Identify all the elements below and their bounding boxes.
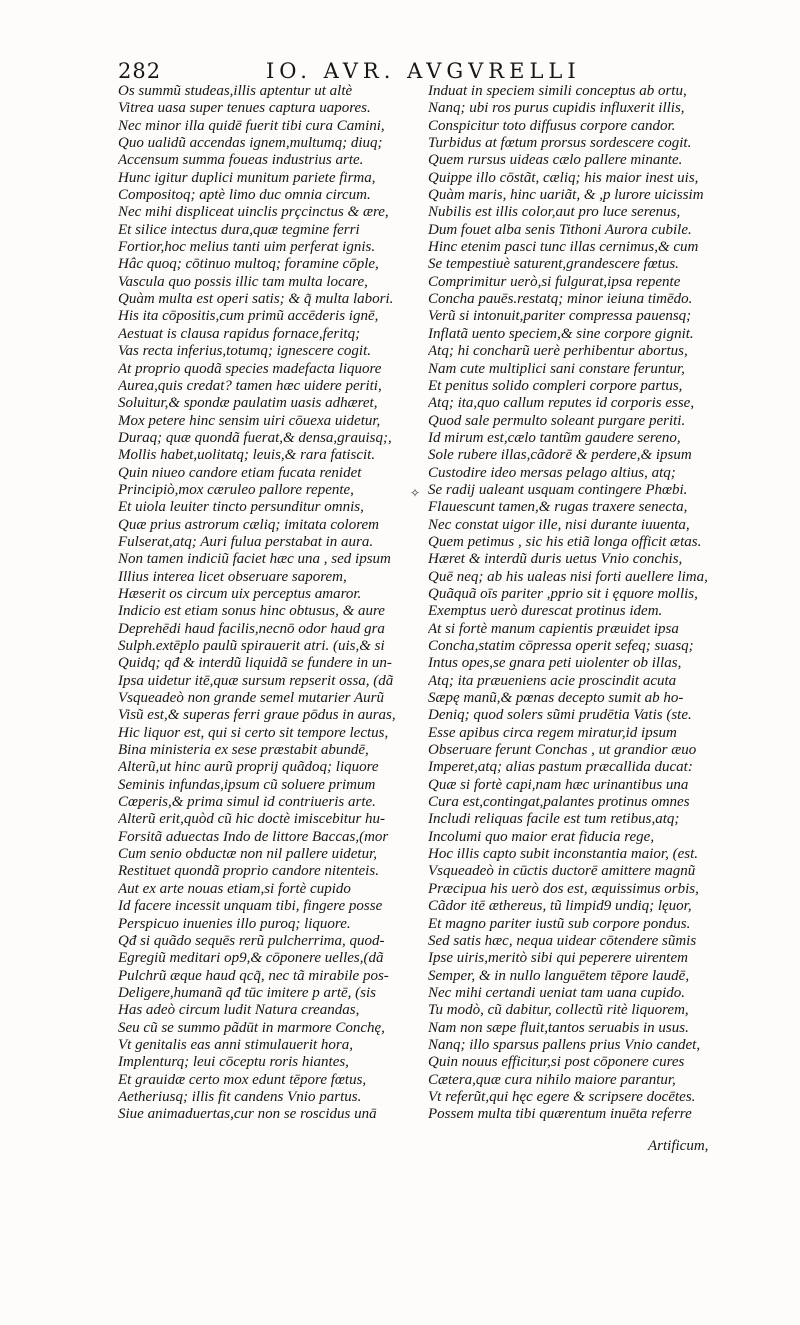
- verse-line: Hâc quoq; cōtinuo multoq; foramine cōple,: [118, 256, 379, 273]
- verse-line: Comprimitur uerò,si fulgurat,ipsa repente: [428, 273, 681, 290]
- verse-line: Cãdor itē æthereus, tũ limpid9 undiq; lęuor,: [428, 898, 692, 915]
- verse-line: Soluitur,& spondæ paulatim uasis adhæret,: [118, 395, 378, 412]
- verse-line: Obseruare ferunt Conchas , ut grandior æuo: [428, 742, 697, 759]
- verse-line: Ipse uiris,meritò sibi qui peperere uirentem: [428, 950, 688, 967]
- verse-line: Quæ prius astrorum cæliq; imitata colorem: [118, 516, 379, 533]
- verse-line: Imperet,atq; alias pastum præcallida ducat:: [428, 759, 693, 776]
- verse-line: Accensum summa foueas industrius arte.: [118, 152, 364, 169]
- running-header: [118, 58, 788, 84]
- verse-line: Nubilis est illis color,aut pro luce serenus,: [428, 204, 681, 221]
- verse-line: Cætera,quæ cura nihilo maiore parantur,: [428, 1071, 676, 1088]
- verse-line: Hinc etenim pasci tunc illas cernimus,& cum: [428, 239, 699, 256]
- verse-line: Nec mihi certandi ueniat tam uana cupido.: [428, 984, 686, 1001]
- verse-line: Restituet quondã proprio candore nitenteis.: [118, 863, 379, 880]
- verse-line: Atq; ita,quo callum reputes id corporis esse,: [428, 395, 695, 412]
- verse-line: Vas recta inferius,totumq; ignescere cogit.: [118, 343, 372, 360]
- verse-line: Aestuat is clausa rapidus fornace,feritq;: [118, 325, 361, 342]
- verse-line: Bina ministeria ex sese præstabit abundē,: [118, 742, 369, 759]
- verse-line: Aetheriusq; illis fit candens Vnio partus.: [118, 1088, 362, 1105]
- verse-line: Indicio est etiam sonus hinc obtusus, & aure: [118, 603, 385, 620]
- verse-line: Verũ si intonuit,pariter compressa pauensq;: [428, 308, 692, 325]
- verse-line: Seminis infundas,ipsum cũ soluere primum: [118, 776, 376, 793]
- verse-line: Quàm maris, hinc uariãt, & ,p lurore uicissim: [428, 187, 704, 204]
- verse-line: Quem rursus uideas cælo pallere minante.: [428, 152, 683, 169]
- verse-line: Intus opes,se gnara peti uiolenter ob illas,: [428, 655, 682, 672]
- verse-line: Alterũ erit,quòd cũ hic doctè imiscebitur hu-: [118, 811, 386, 828]
- verse-line: Egregiũ meditari op9,& cōponere uelles,(dã: [118, 950, 384, 967]
- verse-line: Nec mihi displiceat uinclis prçcinctus & ære,: [118, 204, 389, 221]
- verse-line: Esse apibus circa regem miratur,id ipsum: [428, 724, 677, 741]
- verse-line: At proprio quodã species madefacta liquore: [118, 360, 382, 377]
- verse-line: Turbidus at fœtum prorsus sordescere cogit.: [428, 135, 692, 152]
- verse-line: Concha,statim cōpressa operit sefeq; suasq;: [428, 638, 694, 654]
- verse-line: Vascula quo possis illic tam multa locare,: [118, 273, 368, 290]
- verse-line: Quidq; qđ & interdũ liquidã se fundere in un-: [118, 655, 392, 672]
- verse-line: Mox petere hinc sensim uiri cōuexa uidetur,: [118, 412, 381, 429]
- verse-line: Alterũ,ut hinc aurũ proprij quãdoq; liquore: [118, 759, 379, 776]
- verse-line: Vsqueadeò non grande semel mutarier Aurũ: [118, 690, 384, 707]
- verse-line: Quo ualidũ accendas ignem,multumq; diuq;: [118, 135, 383, 152]
- verse-line: Fulserat,atq; Auri fulua perstabat in aura.: [118, 533, 374, 550]
- verse-line: Duraq; quæ quondã fuerat,& densa,grauisq;,: [118, 429, 392, 446]
- verse-line: Illius interea licet obseruare saporem,: [118, 568, 347, 585]
- verse-line: Os summũ studeas,illis aptentur ut altè: [118, 83, 353, 99]
- verse-line: Et magno pariter iustũ sub corpore pondus.: [428, 915, 691, 932]
- verse-line: Vsqueadeò in cūctis ductorē amittere magnũ: [428, 863, 696, 880]
- verse-line: Conspicitur toto diffusus corpore candor.: [428, 117, 676, 134]
- verse-line: His ita cōpositis,cum primũ accēderis ignē,: [118, 308, 379, 325]
- verse-line: Hic liquor est, qui si certo sit tempore lectus,: [118, 724, 389, 741]
- verse-line: Atq; ita præueniens acie proscindit acuta: [428, 672, 677, 689]
- verse-line: Quãquã oīs pariter ,pprio sit i ęquore mollis,: [428, 585, 698, 602]
- verse-line: Sulph.extēplo paulũ spirauerit atri. (uis,& si: [118, 638, 385, 654]
- verse-line: Inflatã uento speciem,& sine corpore gignit.: [428, 325, 694, 342]
- verse-line: Implenturq; leui cōceptu roris hiantes,: [118, 1054, 349, 1071]
- verse-line: Nanq; ubi ros purus cupidis influxerit illis,: [428, 100, 685, 117]
- verse-line: Id facere incessit unquam tibi, fingere posse: [118, 898, 383, 915]
- verse-line: Quin nouus efficitur,si post cōponere cures: [428, 1054, 685, 1071]
- verse-line: At si fortè manum capientis præuidet ipsa: [428, 620, 679, 637]
- verse-line: Concha pauēs.restatq; minor ieiuna timēdo.: [428, 291, 693, 308]
- verse-line: Principiò,mox cæruleo pallore repente,: [118, 481, 354, 498]
- verse-line: Compositoq; aptè limo duc omnia circum.: [118, 187, 371, 204]
- verse-line: Has adeò circum ludit Natura creandas,: [118, 1002, 360, 1019]
- verse-line: Deniq; quod solers sũmi prudētia Vatis (ste.: [428, 707, 692, 724]
- verse-line: Vt referũt,qui hęc egere & scripsere docētes.: [428, 1088, 696, 1105]
- verse-line: Id mirum est,cælo tantũm gaudere sereno,: [428, 429, 681, 446]
- verse-line: Visũ est,& superas ferri graue pōdus in auras,: [118, 707, 396, 724]
- verse-line: Quippe illo cōstãt, cæliq; his maior inest uis,: [428, 169, 699, 186]
- verse-line: Tu modò, cũ dabitur, collectũ ritè liquorem,: [428, 1002, 689, 1019]
- verse-line: Seu cũ se summo pãdūt in marmore Conchę,: [118, 1019, 385, 1036]
- right-column: [428, 83, 763, 1124]
- verse-line: Quē neq; ab his ualeas nisi forti auellere lima,: [428, 568, 708, 585]
- verse-line: Et penitus solido compleri corpore partus,: [428, 377, 683, 394]
- verse-line: Cœperis,& prima simul id contriueris arte.: [118, 794, 376, 811]
- verse-line: Exemptus uerò durescat protinus idem.: [428, 603, 663, 620]
- verse-line: Fortior,hoc melius tanti uim perferat ignis.: [118, 239, 376, 256]
- verse-line: Flauescunt tamen,& rugas traxere senecta,: [428, 499, 688, 516]
- verse-line: Cura est,contingat,palantes protinus omnes: [428, 794, 690, 811]
- verse-line: Sæpę manũ,& pœnas decepto sumit ab ho-: [428, 690, 684, 707]
- verse-line: Hæserit os circum uix perceptus amaror.: [118, 585, 362, 602]
- verse-line: Sole rubere illas,cãdorē & perdere,& ipsum: [428, 447, 692, 464]
- verse-line: Perspicuo inuenies illo puroq; liquore.: [118, 915, 351, 932]
- verse-line: Siue animaduertas,cur non se roscidus unā: [118, 1106, 377, 1123]
- verse-line: Induat in speciem simili conceptus ab ortu,: [428, 83, 687, 99]
- verse-line: Hunc igitur duplici munitum pariete firma,: [118, 169, 376, 186]
- verse-line: Quæ si fortè capi,nam hæc urinantibus una: [428, 776, 689, 793]
- verse-line: Se radij ualeant usquam contingere Phœbi.: [428, 481, 688, 498]
- verse-line: Ipsa uidetur itē,quæ sursum repserit ossa, (dã: [118, 672, 394, 689]
- verse-line: Forsitã aduectas Indo de littore Baccas,(mor: [118, 828, 389, 845]
- verse-line: Aut ex arte nouas etiam,si fortè cupido: [118, 880, 351, 897]
- verse-line: Hæret & interdũ duris uetus Vnio conchis,: [428, 551, 683, 568]
- verse-line: Deprehēdi haud facilis,necnō odor haud gra: [118, 620, 385, 637]
- verse-line: Incolumi quo maior erat fiducia rege,: [428, 828, 655, 845]
- verse-line: Cum senio obductæ non nil pallere uidetur,: [118, 846, 378, 863]
- verse-line: Non tamen indiciũ faciet hæc una , sed ipsum: [118, 551, 391, 568]
- verse-line: Quod sale permulto soleant purgare periti.: [428, 412, 686, 429]
- verse-line: Qđ si quãdo sequēs rerũ pulcherrima, quod-: [118, 932, 385, 949]
- verse-line: Nec constat uigor ille, nisi durante iuuenta,: [428, 516, 690, 533]
- verse-line: Quem petimus , sic his etiã longa officit ætas.: [428, 533, 702, 550]
- verse-line: Hoc illis capto subit inconstantia maior, (est.: [428, 846, 698, 863]
- verse-line: Quàm multa est operi satis; & q̃ multa labori.: [118, 291, 394, 308]
- verse-line: Et grauidæ certo mox edunt tēpore fœtus,: [118, 1071, 367, 1088]
- verse-line: Nam cute multiplici sani constare feruntur,: [428, 360, 685, 377]
- verse-line: Et silice intectus dura,quæ tegmine ferri: [118, 221, 360, 238]
- verse-line: Nec minor illa quidē fuerit tibi cura Camini,: [118, 117, 385, 134]
- page-number: 282: [118, 59, 162, 83]
- verse-line: Deligere,humanã qđ tūc imitere p artē, (sis: [118, 984, 377, 1001]
- verse-line: Vitrea uasa super tenues captura uapores.: [118, 100, 371, 117]
- left-column: [118, 83, 448, 1124]
- verse-line: Possem multa tibi quærentum inuēta referre: [428, 1106, 692, 1123]
- margin-mark: ✧: [410, 486, 421, 500]
- verse-line: Et uiola leuiter tincto persunditur omnis,: [118, 499, 364, 516]
- verse-line: Sed satis hæc, nequa uidear cōtendere sũmis: [428, 932, 697, 949]
- verse-line: Vt genitalis eas anni stimulauerit hora,: [118, 1036, 353, 1053]
- verse-line: Quin niueo candore etiam fucata renidet: [118, 464, 362, 481]
- verse-line: Dum fouet alba senis Tithoni Aurora cubile.: [428, 221, 692, 238]
- verse-line: Se tempestiuè saturent,grandescere fœtus.: [428, 256, 679, 273]
- verse-line: Nam non sæpe fluit,tantos seruabis in usus.: [428, 1019, 689, 1036]
- catchword: Artificum,: [648, 1138, 709, 1154]
- verse-line: Includi reliquas facile est tum retibus,atq;: [428, 811, 680, 828]
- verse-line: Semper, & in nullo languētem tēpore laudē,: [428, 967, 690, 984]
- verse-line: Aurea,quis credat? tamen hæc uidere periti,: [118, 377, 382, 394]
- verse-line: Mollis habet,uolitatq; leuis,& rara fatiscit.: [118, 447, 376, 464]
- verse-line: Præcipua his uerò dos est, æquissimus orbis,: [428, 880, 699, 897]
- verse-line: Custodire ideo mersas pelago altius, atq;: [428, 464, 676, 481]
- verse-line: Atq; hi concharũ uerè perhibentur abortus,: [428, 343, 688, 360]
- verse-line: Nanq; illo sparsus pallens prius Vnio candet,: [428, 1036, 701, 1053]
- running-title: IO. AVR. AVGVRELLI: [266, 59, 581, 83]
- verse-line: Pulchrũ æque haud qcq̃, nec tã mirabile pos-: [118, 967, 389, 984]
